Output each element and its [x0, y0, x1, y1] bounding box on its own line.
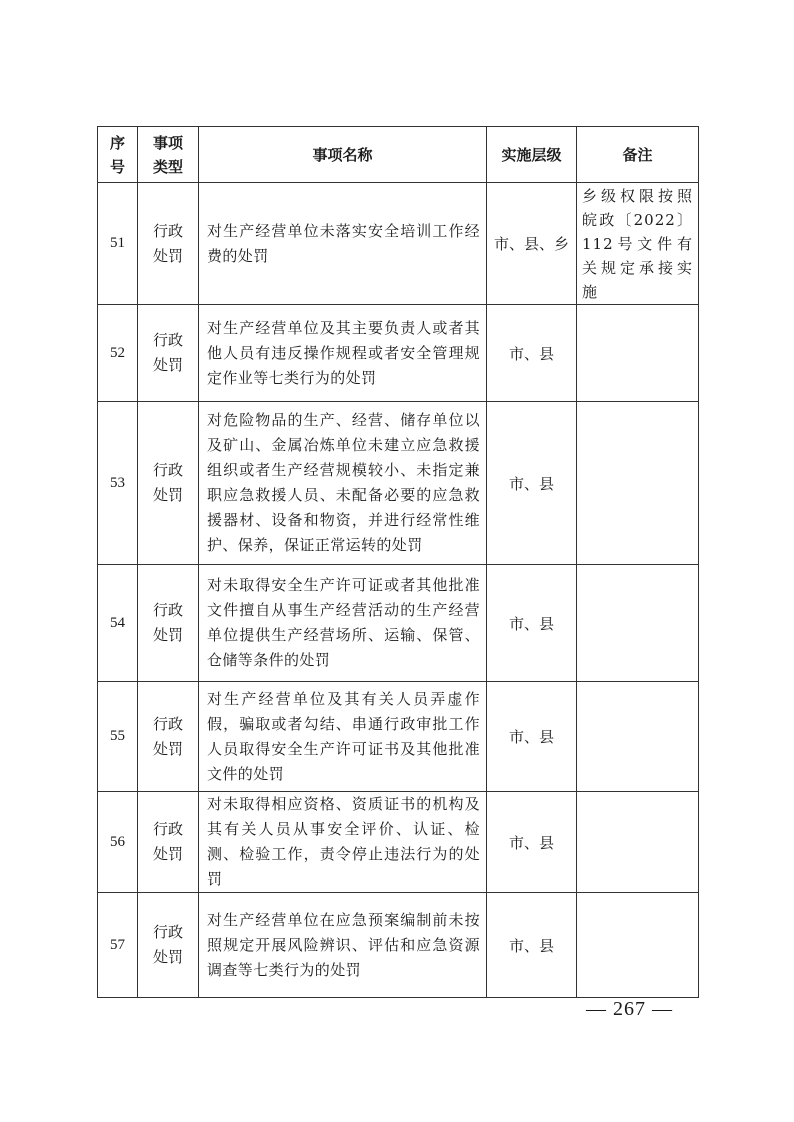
row-level: 市、县、乡: [487, 183, 577, 305]
row-name: 对生产经营单位未落实安全培训工作经费的处罚: [199, 183, 487, 305]
row-level: 市、县: [487, 565, 577, 682]
table-row: [98, 183, 699, 305]
row-note: 乡级权限按照皖政〔2022〕112号文件有关规定承接实施: [577, 183, 699, 305]
row-note: [577, 305, 699, 402]
table-row: [98, 792, 699, 893]
row-type: 行政 处罚: [138, 402, 199, 565]
row-number: 56: [98, 792, 138, 893]
row-type: 行政 处罚: [138, 305, 199, 402]
row-level: 市、县: [487, 305, 577, 402]
row-type: 行政 处罚: [138, 565, 199, 682]
page-number: — 267 —: [586, 998, 673, 1020]
row-number: 57: [98, 893, 138, 998]
header-row: [98, 127, 699, 183]
row-type: 行政 处罚: [138, 792, 199, 893]
row-note: [577, 682, 699, 792]
row-note: [577, 792, 699, 893]
row-name: 对危险物品的生产、经营、储存单位以及矿山、金属冶炼单位未建立应急救援组织或者生产经营规模较小、未指定兼职应急救援人员、未配备必要的应急救援器材、设备和物资，并进行经常性维护、保养，保证正常运转的处罚: [199, 402, 487, 565]
table-row: [98, 893, 699, 998]
header-no: 序 号: [98, 127, 138, 183]
header-level: 实施层级: [487, 127, 577, 183]
row-note: [577, 402, 699, 565]
table-row: [98, 682, 699, 792]
row-level: 市、县: [487, 792, 577, 893]
row-level: 市、县: [487, 682, 577, 792]
table-row: [98, 305, 699, 402]
header-name: 事项名称: [199, 127, 487, 183]
row-name: 对未取得相应资格、资质证书的机构及其有关人员从事安全评价、认证、检测、检验工作，责令停止违法行为的处罚: [199, 792, 487, 893]
row-number: 52: [98, 305, 138, 402]
matters-table: [97, 126, 699, 998]
header-note: 备注: [577, 127, 699, 183]
row-name: 对生产经营单位及其主要负责人或者其他人员有违反操作规程或者安全管理规定作业等七类行为的处罚: [199, 305, 487, 402]
row-number: 53: [98, 402, 138, 565]
header-type: 事项 类型: [138, 127, 199, 183]
row-number: 54: [98, 565, 138, 682]
row-note: [577, 893, 699, 998]
row-level: 市、县: [487, 402, 577, 565]
table-row: [98, 565, 699, 682]
row-type: 行政 处罚: [138, 682, 199, 792]
row-type: 行政 处罚: [138, 183, 199, 305]
row-name: 对未取得安全生产许可证或者其他批准文件擅自从事生产经营活动的生产经营单位提供生产经营场所、运输、保管、仓储等条件的处罚: [199, 565, 487, 682]
row-type: 行政 处罚: [138, 893, 199, 998]
row-name: 对生产经营单位及其有关人员弄虚作假，骗取或者勾结、串通行政审批工作人员取得安全生产许可证书及其他批准文件的处罚: [199, 682, 487, 792]
row-number: 51: [98, 183, 138, 305]
row-number: 55: [98, 682, 138, 792]
row-name: 对生产经营单位在应急预案编制前未按照规定开展风险辨识、评估和应急资源调查等七类行为的处罚: [199, 893, 487, 998]
row-level: 市、县: [487, 893, 577, 998]
row-note: [577, 565, 699, 682]
table-row: [98, 402, 699, 565]
